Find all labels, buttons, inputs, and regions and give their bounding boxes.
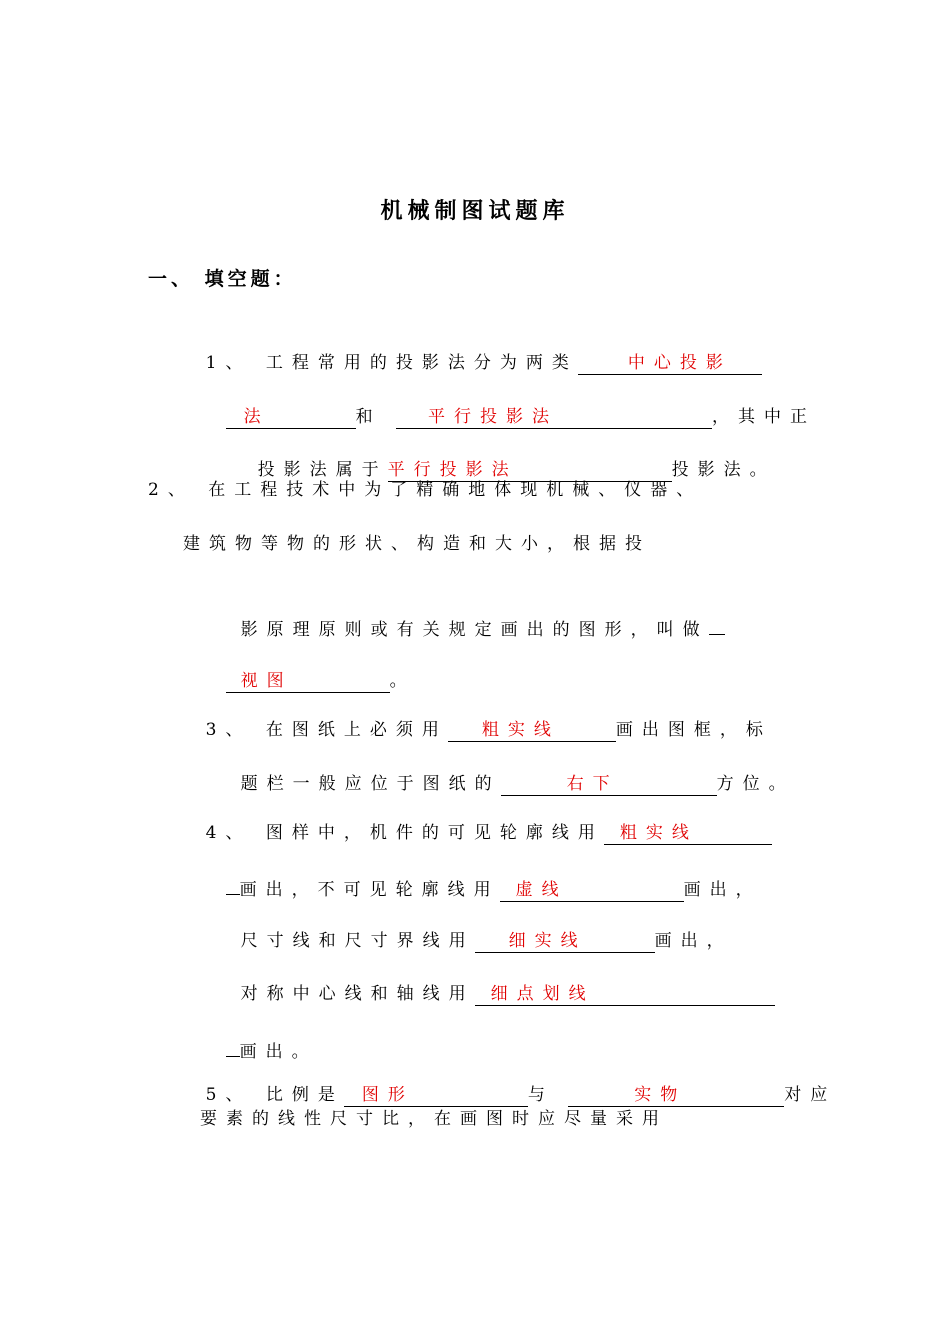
q2-line-1: 2、 在工程技术中为了精确地体现机械、仪器、 [148,480,703,500]
q4-blank-4 [475,983,775,1006]
q5-text-1a: 5、 比例是 [205,1085,344,1105]
q2-answer-1: 视图 [240,671,293,691]
q2-text-3: 影原理原则或有关规定画出的图形，叫做 [240,620,709,640]
q3-text-1a: 3、 在图纸上必须用 [205,720,448,740]
q3-text-1b: 画出图框，标 [615,720,772,740]
q1-and: 和 [355,407,382,427]
q1-text-3b: 投影法。 [671,460,776,480]
q4-answer-4: 细点划线 [490,984,595,1004]
q4-answer-1: 粗实线 [619,823,698,843]
q4-text-3a: 尺寸线和尺寸界线用 [240,931,475,951]
q4-text-2b: 画出， [683,880,762,900]
q5-text-1b: 对应 [784,1085,837,1105]
q5-mid: 与 [527,1085,554,1105]
document-title: 机械制图试题库 [380,199,570,224]
q3-answer-1: 粗实线 [481,720,560,740]
q1-text-3a: 投影法属于 [257,460,388,480]
q3-answer-2: 右下 [566,774,619,794]
q4-blank-1-cont [226,872,240,895]
q3-text-2a: 题栏一般应位于图纸的 [240,774,501,794]
q2-line-2: 建筑物等物的形状、构造和大小，根据投 [183,534,651,554]
q1-text-1: 1、 工程常用的投影法分为两类 [205,353,578,373]
q4-text-5: 画出。 [239,1042,318,1062]
q1-answer-2: 平行投影法 [428,407,559,427]
section-heading: 一、 填空题： [148,268,297,290]
q4-answer-2: 虚线 [515,880,568,900]
q5-line-2: 要素的线性尺寸比，在画图时应尽量采用 [200,1109,668,1129]
q4-answer-3: 细实线 [508,931,587,951]
q1-answer-1a: 中心投影 [627,353,732,373]
q5-answer-2: 实物 [634,1085,687,1105]
q2-blank-start [709,612,725,635]
q1-mid: ，其中正 [712,407,817,427]
q1-answer-1b: 法 [243,407,270,427]
q4-text-1: 4、 图样中，机件的可见轮廓线用 [205,823,604,843]
q1-answer-3: 平行投影法 [387,460,518,480]
q4-text-2a: 画出，不可见轮廓线用 [239,880,500,900]
q3-text-2b: 方位。 [716,774,795,794]
q2-end: 。 [389,671,416,691]
q4-text-4a: 对称中心线和轴线用 [240,984,475,1004]
q4-text-3b: 画出， [654,931,733,951]
q5-answer-1: 图形 [361,1085,414,1105]
